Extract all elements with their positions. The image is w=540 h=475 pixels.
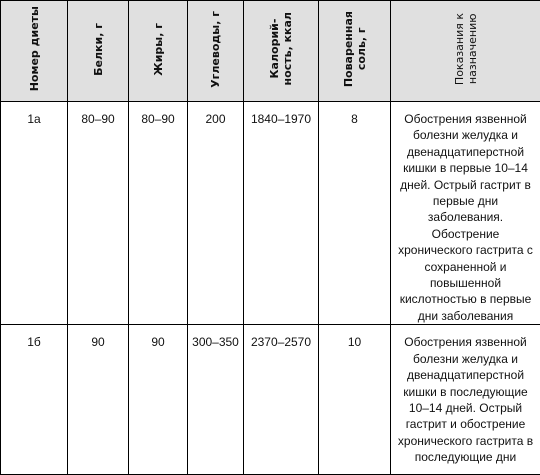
table-row xyxy=(1,325,540,475)
header-fats-label: Жиры, г xyxy=(152,23,165,76)
cell-fats: 80–90 xyxy=(129,102,188,325)
header-calories-label: Калорий- ность, ккал xyxy=(268,12,294,85)
header-fats xyxy=(129,1,188,102)
cell-salt: 8 xyxy=(319,102,391,325)
header-carbs xyxy=(188,1,244,102)
header-salt-label: Поваренная соль, г xyxy=(342,11,368,87)
cell-salt: 10 xyxy=(319,325,391,475)
header-diet-number-label: Номер диеты xyxy=(28,6,41,91)
cell-carbs: 300–350 xyxy=(188,325,244,475)
cell-proteins: 90 xyxy=(68,325,129,475)
header-indications xyxy=(391,1,540,102)
header-calories xyxy=(244,1,319,102)
header-carbs-label: Углеводы, г xyxy=(209,11,222,88)
header-salt xyxy=(319,1,391,102)
header-diet-number xyxy=(1,1,68,102)
cell-diet-number: 1б xyxy=(1,325,68,475)
table-header-row xyxy=(1,1,540,102)
cell-indications: Обострения язвенной болезни желудка и двенадцатиперстной кишки в первые 10–14 дней. Острый гастрит в первые дни заболевания. Обострение хронического гастрита с сохраненной и повышенной кислотностью в первые дни заболевания xyxy=(391,102,540,325)
header-proteins-label: Белки, г xyxy=(92,23,105,76)
header-indications-label: Показания к назначению xyxy=(453,13,479,85)
cell-indications: Обострения язвенной болезни желудка и двенадцатиперстной кишки в последующие 10–14 дней. Острый гастрит и обострение хронического гастрита в последующие дни xyxy=(391,325,540,475)
cell-fats: 90 xyxy=(129,325,188,475)
header-proteins xyxy=(68,1,129,102)
cell-diet-number: 1а xyxy=(1,102,68,325)
cell-calories: 1840–1970 xyxy=(244,102,319,325)
table-row xyxy=(1,102,540,325)
cell-carbs: 200 xyxy=(188,102,244,325)
cell-proteins: 80–90 xyxy=(68,102,129,325)
cell-calories: 2370–2570 xyxy=(244,325,319,475)
